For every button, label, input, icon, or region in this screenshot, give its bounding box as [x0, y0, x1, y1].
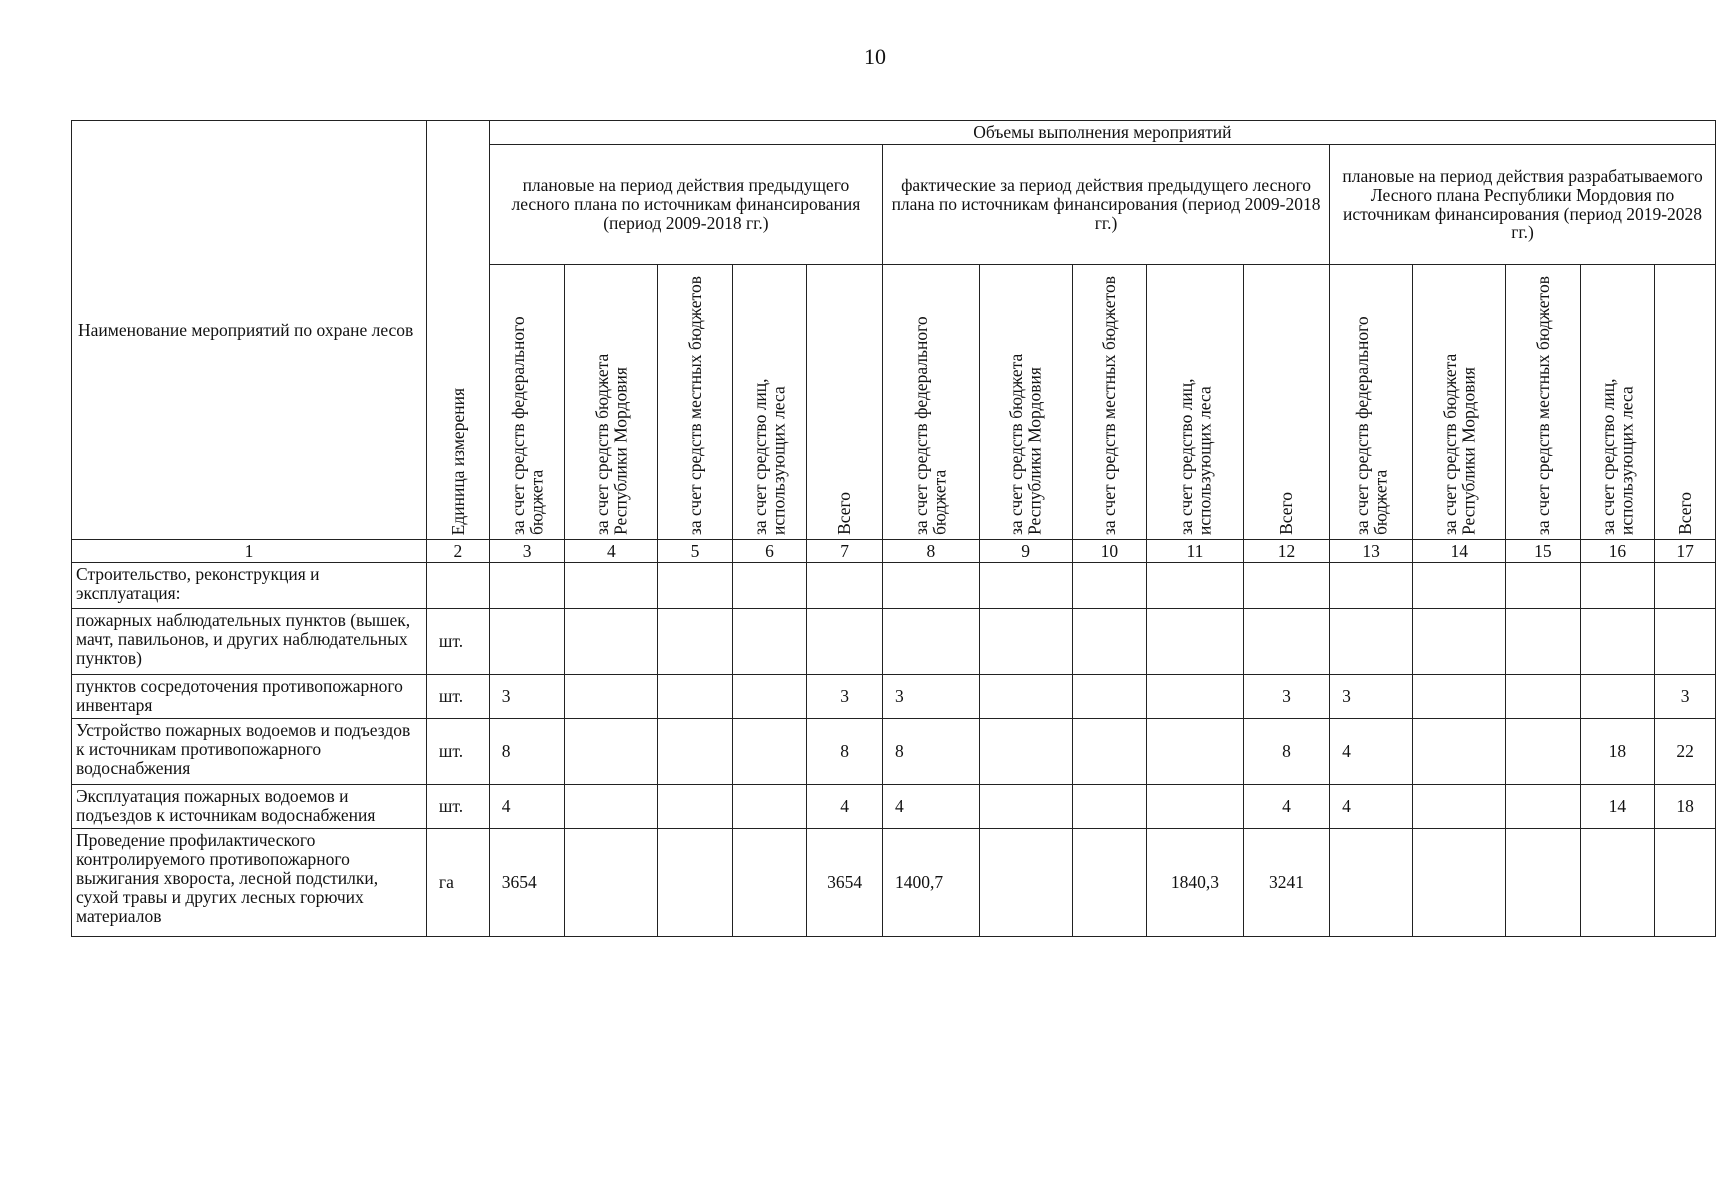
- value-cell: [565, 675, 658, 719]
- unit-cell: шт.: [426, 785, 489, 829]
- value-cell: [1072, 563, 1147, 609]
- value-cell: [1243, 563, 1329, 609]
- value-cell: 18: [1655, 785, 1716, 829]
- column-number: 9: [979, 540, 1072, 563]
- value-cell: [1330, 563, 1413, 609]
- value-cell: [1655, 829, 1716, 937]
- value-cell: [1580, 829, 1655, 937]
- header-sub-local: за счет средств местных бюджетов: [1099, 275, 1120, 535]
- value-cell: [1330, 829, 1413, 937]
- value-cell: [1413, 675, 1506, 719]
- value-cell: 4: [489, 785, 565, 829]
- value-cell: [1506, 563, 1581, 609]
- value-cell: [1147, 785, 1244, 829]
- table-row: [72, 719, 1716, 785]
- value-cell: [1147, 609, 1244, 675]
- header-sub-republic: за счет средств бюджета Республики Мордовия: [1006, 353, 1045, 535]
- header-sub-total: Всего: [1674, 492, 1695, 535]
- header-sub-private: за счет средство лиц, использующих леса: [1598, 378, 1637, 535]
- header-sub-cell: [1506, 265, 1581, 540]
- value-cell: 4: [807, 785, 883, 829]
- header-sub-cell: [732, 265, 807, 540]
- value-cell: [1147, 675, 1244, 719]
- table-row: [72, 563, 1716, 609]
- header-group-planned-new: плановые на период действия разрабатываемого Лесного плана Республики Мордовия по источникам финансирования (период 2019-2028 гг.): [1330, 145, 1716, 265]
- header-sub-local: за счет средств местных бюджетов: [684, 275, 705, 535]
- value-cell: [1072, 675, 1147, 719]
- column-number: 10: [1072, 540, 1147, 563]
- value-cell: [1506, 719, 1581, 785]
- value-cell: [882, 609, 979, 675]
- value-cell: 1400,7: [882, 829, 979, 937]
- activity-name: пунктов сосредоточения противопожарного инвентаря: [72, 675, 427, 719]
- header-sub-private: за счет средство лиц, использующих леса: [750, 378, 789, 535]
- header-sub-cell: [1413, 265, 1506, 540]
- value-cell: [1580, 675, 1655, 719]
- value-cell: [1655, 563, 1716, 609]
- value-cell: [807, 563, 883, 609]
- value-cell: 1840,3: [1147, 829, 1244, 937]
- header-unit: Единица измерения: [447, 387, 468, 535]
- value-cell: 4: [1330, 785, 1413, 829]
- column-number: 17: [1655, 540, 1716, 563]
- unit-cell: шт.: [426, 719, 489, 785]
- header-sub-cell: [1147, 265, 1244, 540]
- value-cell: [732, 785, 807, 829]
- value-cell: 4: [1243, 785, 1329, 829]
- column-number: 8: [882, 540, 979, 563]
- value-cell: [658, 785, 733, 829]
- column-number: 11: [1147, 540, 1244, 563]
- header-sub-cell: [1072, 265, 1147, 540]
- value-cell: 22: [1655, 719, 1716, 785]
- value-cell: [1506, 675, 1581, 719]
- header-sub-federal: за счет средств федерального бюджета: [1351, 316, 1391, 535]
- column-number-row: [72, 540, 1716, 563]
- value-cell: [1243, 609, 1329, 675]
- value-cell: 3: [807, 675, 883, 719]
- value-cell: [1413, 829, 1506, 937]
- value-cell: [1506, 829, 1581, 937]
- unit-cell: га: [426, 829, 489, 937]
- table-row: [72, 609, 1716, 675]
- value-cell: [1072, 719, 1147, 785]
- header-sub-total: Всего: [834, 492, 855, 535]
- value-cell: [732, 609, 807, 675]
- column-number: 13: [1330, 540, 1413, 563]
- column-number: 5: [658, 540, 733, 563]
- header-sub-cell: [807, 265, 883, 540]
- value-cell: [1072, 609, 1147, 675]
- value-cell: [565, 719, 658, 785]
- forest-protection-table: [71, 120, 1716, 937]
- column-number: 4: [565, 540, 658, 563]
- header-activity-name: Наименование мероприятий по охране лесов: [72, 121, 427, 540]
- value-cell: 3: [1243, 675, 1329, 719]
- value-cell: [658, 719, 733, 785]
- header-sub-republic: за счет средств бюджета Республики Мордовия: [1439, 353, 1479, 535]
- value-cell: 8: [489, 719, 565, 785]
- value-cell: [658, 675, 733, 719]
- value-cell: [979, 829, 1072, 937]
- value-cell: [732, 563, 807, 609]
- header-sub-cell: [1330, 265, 1413, 540]
- header-sub-cell: [882, 265, 979, 540]
- value-cell: [979, 785, 1072, 829]
- header-sub-total: Всего: [1276, 492, 1297, 535]
- header-sub-cell: [1655, 265, 1716, 540]
- column-number: 6: [732, 540, 807, 563]
- forest-protection-table-wrapper: [71, 120, 1716, 937]
- header-sub-local: за счет средств местных бюджетов: [1532, 275, 1553, 535]
- column-number: 3: [489, 540, 565, 563]
- value-cell: [1506, 609, 1581, 675]
- value-cell: [658, 563, 733, 609]
- value-cell: [1413, 719, 1506, 785]
- value-cell: [979, 563, 1072, 609]
- value-cell: 3: [489, 675, 565, 719]
- value-cell: [732, 719, 807, 785]
- value-cell: [1413, 563, 1506, 609]
- header-sub-federal: за счет средств федерального бюджета: [507, 316, 547, 535]
- value-cell: 3: [1330, 675, 1413, 719]
- unit-cell: [426, 563, 489, 609]
- unit-cell: шт.: [426, 609, 489, 675]
- header-sub-cell: [658, 265, 733, 540]
- header-group-actual-previous: фактические за период действия предыдущего лесного плана по источникам финансирования (период 2009-2018 гг.): [882, 145, 1329, 265]
- value-cell: 3: [882, 675, 979, 719]
- value-cell: [732, 675, 807, 719]
- activity-name: Проведение профилактического контролируемого противопожарного выжигания хвороста, лесной подстилки, сухой травы и других лесных горючих материалов: [72, 829, 427, 937]
- value-cell: 3241: [1243, 829, 1329, 937]
- value-cell: [1147, 563, 1244, 609]
- header-unit-cell: [426, 121, 489, 540]
- value-cell: [732, 829, 807, 937]
- value-cell: [489, 609, 565, 675]
- header-sub-republic: за счет средств бюджета Республики Мордовия: [591, 353, 631, 535]
- value-cell: [1580, 563, 1655, 609]
- value-cell: [658, 829, 733, 937]
- value-cell: [807, 609, 883, 675]
- value-cell: [1506, 785, 1581, 829]
- header-sub-cell: [565, 265, 658, 540]
- value-cell: [979, 675, 1072, 719]
- value-cell: [658, 609, 733, 675]
- activity-name: Устройство пожарных водоемов и подъездов к источникам противопожарного водоснабжения: [72, 719, 427, 785]
- value-cell: [979, 719, 1072, 785]
- table-row: [72, 785, 1716, 829]
- value-cell: 3: [1655, 675, 1716, 719]
- value-cell: 14: [1580, 785, 1655, 829]
- activity-name: Эксплуатация пожарных водоемов и подъездов к источникам водоснабжения: [72, 785, 427, 829]
- column-number: 16: [1580, 540, 1655, 563]
- table-row: [72, 829, 1716, 937]
- page-number: 10: [864, 44, 886, 69]
- value-cell: 4: [882, 785, 979, 829]
- value-cell: [1413, 785, 1506, 829]
- header-sub-cell: [979, 265, 1072, 540]
- value-cell: [565, 785, 658, 829]
- column-number: 1: [72, 540, 427, 563]
- header-volumes: Объемы выполнения мероприятий: [489, 121, 1715, 145]
- value-cell: [565, 829, 658, 937]
- unit-cell: шт.: [426, 675, 489, 719]
- value-cell: [1655, 609, 1716, 675]
- column-number: 14: [1413, 540, 1506, 563]
- header-sub-federal: за счет средств федерального бюджета: [911, 316, 950, 535]
- value-cell: [979, 609, 1072, 675]
- value-cell: [1413, 609, 1506, 675]
- column-number: 2: [426, 540, 489, 563]
- value-cell: [565, 563, 658, 609]
- value-cell: 8: [882, 719, 979, 785]
- table-body: [72, 563, 1716, 937]
- value-cell: [565, 609, 658, 675]
- value-cell: [1330, 609, 1413, 675]
- column-number: 15: [1506, 540, 1581, 563]
- value-cell: 8: [1243, 719, 1329, 785]
- value-cell: 3654: [489, 829, 565, 937]
- header-sub-private: за счет средство лиц, использующих леса: [1175, 378, 1214, 535]
- header-group-planned-previous: плановые на период действия предыдущего лесного плана по источникам финансирования (период 2009-2018 гг.): [489, 145, 882, 265]
- header-sub-cell: [489, 265, 565, 540]
- header-sub-cell: [1243, 265, 1329, 540]
- value-cell: 18: [1580, 719, 1655, 785]
- value-cell: [1072, 829, 1147, 937]
- header-sub-cell: [1580, 265, 1655, 540]
- activity-name: Строительство, реконструкция и эксплуатация:: [72, 563, 427, 609]
- value-cell: [882, 563, 979, 609]
- value-cell: [1580, 609, 1655, 675]
- value-cell: 8: [807, 719, 883, 785]
- column-number: 12: [1243, 540, 1329, 563]
- value-cell: [1147, 719, 1244, 785]
- table-row: [72, 675, 1716, 719]
- column-number: 7: [807, 540, 883, 563]
- value-cell: [489, 563, 565, 609]
- activity-name: пожарных наблюдательных пунктов (вышек, мачт, павильонов, и других наблюдательных пунктов): [72, 609, 427, 675]
- value-cell: 4: [1330, 719, 1413, 785]
- value-cell: [1072, 785, 1147, 829]
- value-cell: 3654: [807, 829, 883, 937]
